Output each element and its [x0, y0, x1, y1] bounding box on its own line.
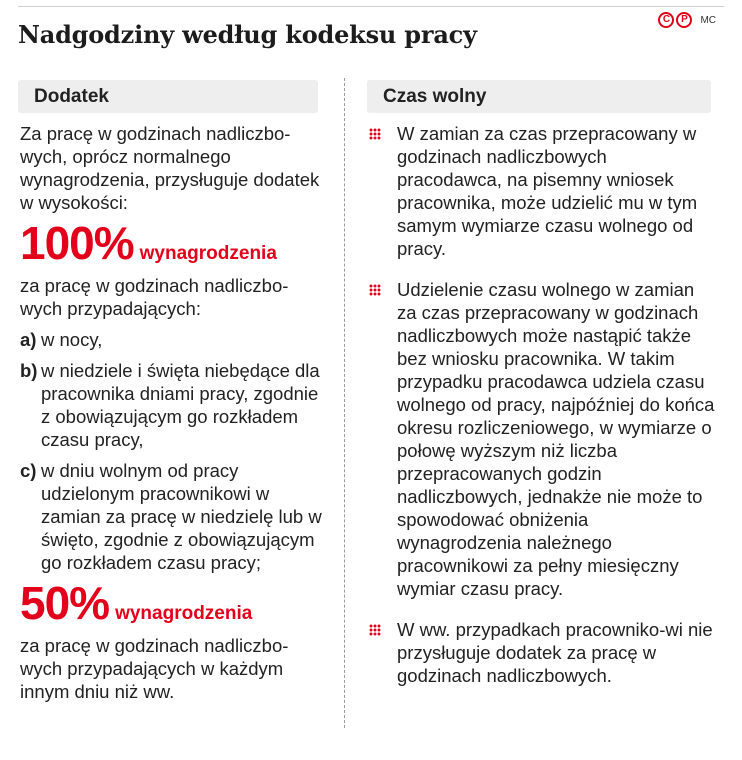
first-rate-description: za pracę w godzinach nadliczbo-wych przypadających:	[20, 275, 289, 319]
bullet-text: W ww. przypadkach pracowniko-wi nie przysługuje dodatek za pracę w godzinach nadliczbowych.	[397, 619, 713, 686]
first-rate-line	[20, 217, 324, 274]
second-rate-line	[20, 577, 324, 634]
left-column	[20, 122, 324, 703]
dot-grid-bullet-icon	[369, 624, 381, 636]
list-item	[20, 328, 324, 351]
credit	[658, 12, 716, 28]
bullet-item	[366, 122, 716, 260]
list-item-text: w niedziele i święta niebędące dla pracownika dniami pracy, zgodnie z obowiązującym go rozkładem czasu pracy,	[41, 360, 320, 450]
list-item-letter: a)	[20, 329, 37, 350]
intro-text: Za pracę w godzinach nadliczbo-wych, oprócz normalnego wynagrodzenia, przysługuje dodatek w wysokości:	[20, 123, 320, 213]
bullet-text: Udzielenie czasu wolnego w zamian za czas przepracowany w godzinach nadliczbowych może nastąpić także bez wniosku pracownika. W takim przypadku pracodawca udziela czasu wolnego od pracy, najpóźniej do końca okresu rozliczeniowego, w wymiarze o połowę wyższym niż liczba przepracowanych godzin nadliczbowych, jednakże nie może to spowodować obniżenia wynagrodzenia należnego pracownikowi za pełny miesięczny wymiar czasu pracy.	[397, 279, 715, 599]
first-rate-word: wynagrodzenia	[139, 243, 277, 264]
column-divider	[344, 78, 345, 728]
author-initials: MC	[700, 14, 716, 26]
second-rate-word: wynagrodzenia	[115, 603, 253, 624]
dot-grid-bullet-icon	[369, 284, 381, 296]
list-item-letter: c)	[20, 460, 37, 481]
bullet-item	[366, 618, 716, 687]
first-rate-percent: 100%	[20, 217, 134, 269]
copyright-p-icon: P	[676, 12, 692, 28]
right-column	[366, 122, 716, 705]
list-item-letter: b)	[20, 360, 38, 381]
top-rule	[18, 6, 724, 7]
list-item-text: w dniu wolnym od pracy udzielonym pracownikowi w zamian za pracę w niedzielę lub w święto, zgodnie z obowiązującym go rozkładem czasu pracy;	[41, 460, 322, 573]
list-item	[20, 459, 324, 574]
list-item-text: w nocy,	[41, 329, 103, 350]
list-item	[20, 359, 324, 451]
second-rate-description: za pracę w godzinach nadliczbo-wych przypadających w każdym innym dniu niż ww.	[20, 635, 289, 702]
second-rate-percent: 50%	[20, 577, 110, 629]
dot-grid-bullet-icon	[369, 128, 381, 140]
bullet-text: W zamian za czas przepracowany w godzinach nadliczbowych pracodawca, na pisemny wniosek pracownika, może udzielić mu w tym samym wymiarze czasu wolnego od pracy.	[397, 123, 698, 259]
left-column-header: Dodatek	[18, 80, 318, 113]
bullet-item	[366, 278, 716, 600]
copyright-c-icon: C	[658, 12, 674, 28]
right-column-header: Czas wolny	[367, 80, 711, 113]
page-title: Nadgodziny według kodeksu pracy	[18, 20, 477, 49]
